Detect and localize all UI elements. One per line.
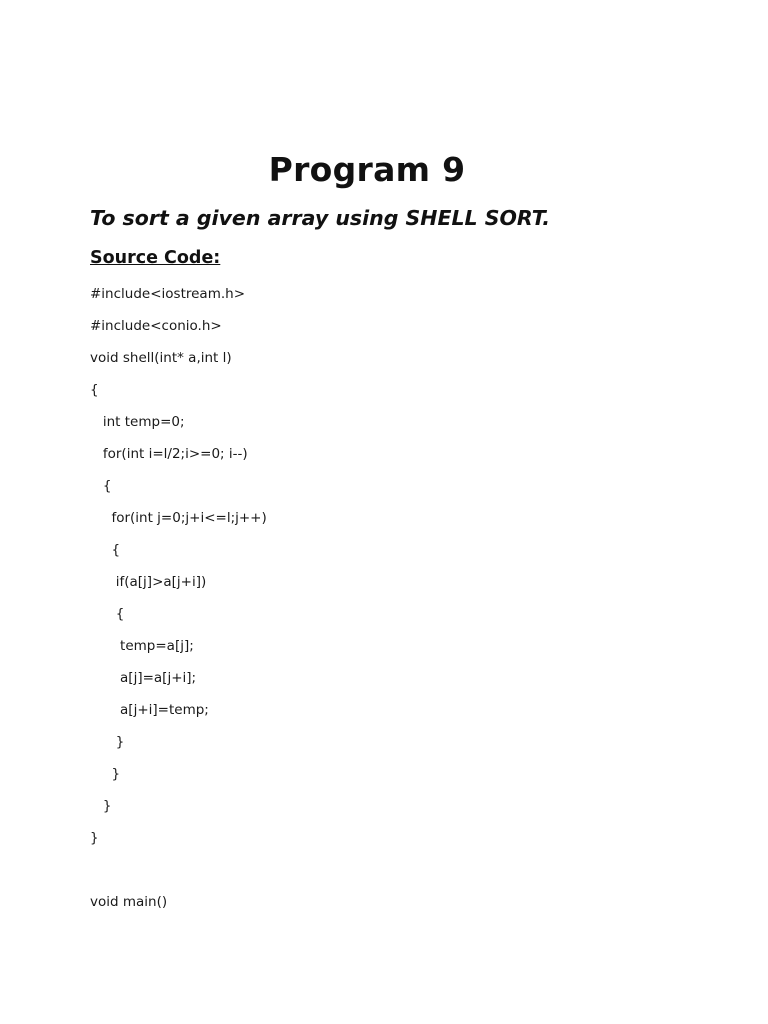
code-line: for(int i=l/2;i>=0; i--) (90, 446, 248, 462)
code-line: a[j]=a[j+i]; (90, 670, 197, 686)
code-line: temp=a[j]; (90, 638, 194, 654)
code-line: } (90, 766, 121, 782)
code-line: #include<conio.h> (90, 318, 222, 334)
code-line: { (90, 478, 112, 494)
code-line: } (90, 734, 125, 750)
code-line: } (90, 798, 112, 814)
code-line: void shell(int* a,int l) (90, 350, 232, 366)
program-aim: To sort a given array using SHELL SORT. (90, 206, 551, 230)
code-line: { (90, 606, 125, 622)
code-line: { (90, 542, 121, 558)
source-code-block (90, 284, 267, 924)
code-line: { (90, 382, 99, 398)
source-code-heading: Source Code: (90, 248, 221, 268)
code-line: #include<iostream.h> (90, 286, 246, 302)
code-line: for(int j=0;j+i<=l;j++) (90, 510, 267, 526)
code-line: if(a[j]>a[j+i]) (90, 574, 207, 590)
code-line (90, 860, 267, 892)
code-line: void main() (90, 894, 168, 910)
page-title: Program 9 (268, 150, 466, 189)
code-line: } (90, 830, 99, 846)
code-line: a[j+i]=temp; (90, 702, 209, 718)
code-line: int temp=0; (90, 414, 185, 430)
